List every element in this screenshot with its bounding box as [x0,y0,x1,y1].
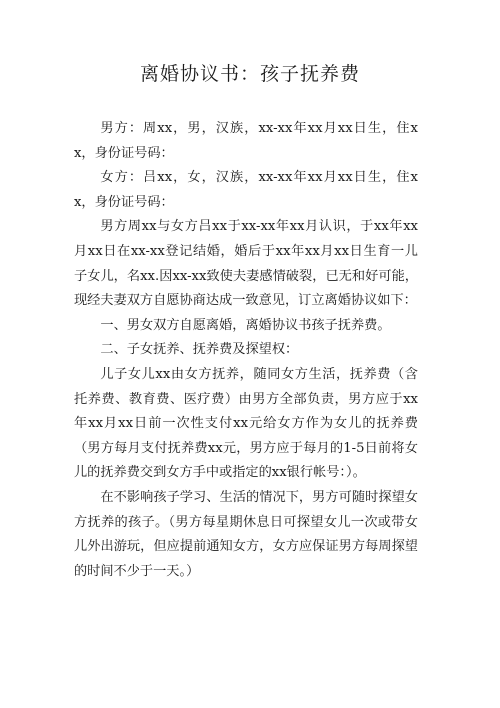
paragraph-male-party: 男方：周xx，男，汉族，xx-xx年xx月xx日生，住xx，身份证号码： [74,121,418,161]
paragraph-clause-1: 一、男女双方自愿离婚，离婚协议书孩子抚养费。 [100,317,391,333]
paragraph-clause-2-heading: 二、子女抚养、抚养费及探望权： [100,342,299,358]
document-title: 离婚协议书：孩子抚养费 [139,63,360,85]
paragraph-female-party: 女方：吕xx，女，汉族，xx-xx年xx月xx日生，住xx，身份证号码： [74,170,418,210]
paragraph-visitation: 在不影响孩子学习、生活的情况下，男方可随时探望女方抚养的孩子。（男方每星期休息日可探望女儿一次或带女儿外出游玩，但应提前通知女方，女方应保证男方每周探望的时间不少于一天。） [74,489,418,579]
document-body [74,117,418,584]
paragraph-background: 男方周xx与女方吕xx于xx-xx年xx月认识，于xx年xx月xx日在xx-xx登记结婚，婚后于xx年xx月xx日生育一儿子女儿，名xx.因xx-xx致使夫妻感情破裂，已无和好可能，现经夫妻双方自愿协商达成一致意见，订立离婚协议如下： [74,219,418,309]
paragraph-child-support: 儿子女儿xx由女方抚养，随同女方生活，抚养费（含托养费、教育费、医疗费）由男方全部负责，男方应于xx年xx月xx日前一次性支付xx元给女方作为女儿的抚养费（男方每月支付抚养费xx元，男方应于每月的1-5日前将女儿的抚养费交到女方手中或指定的xx银行帐号：）。 [74,366,418,481]
